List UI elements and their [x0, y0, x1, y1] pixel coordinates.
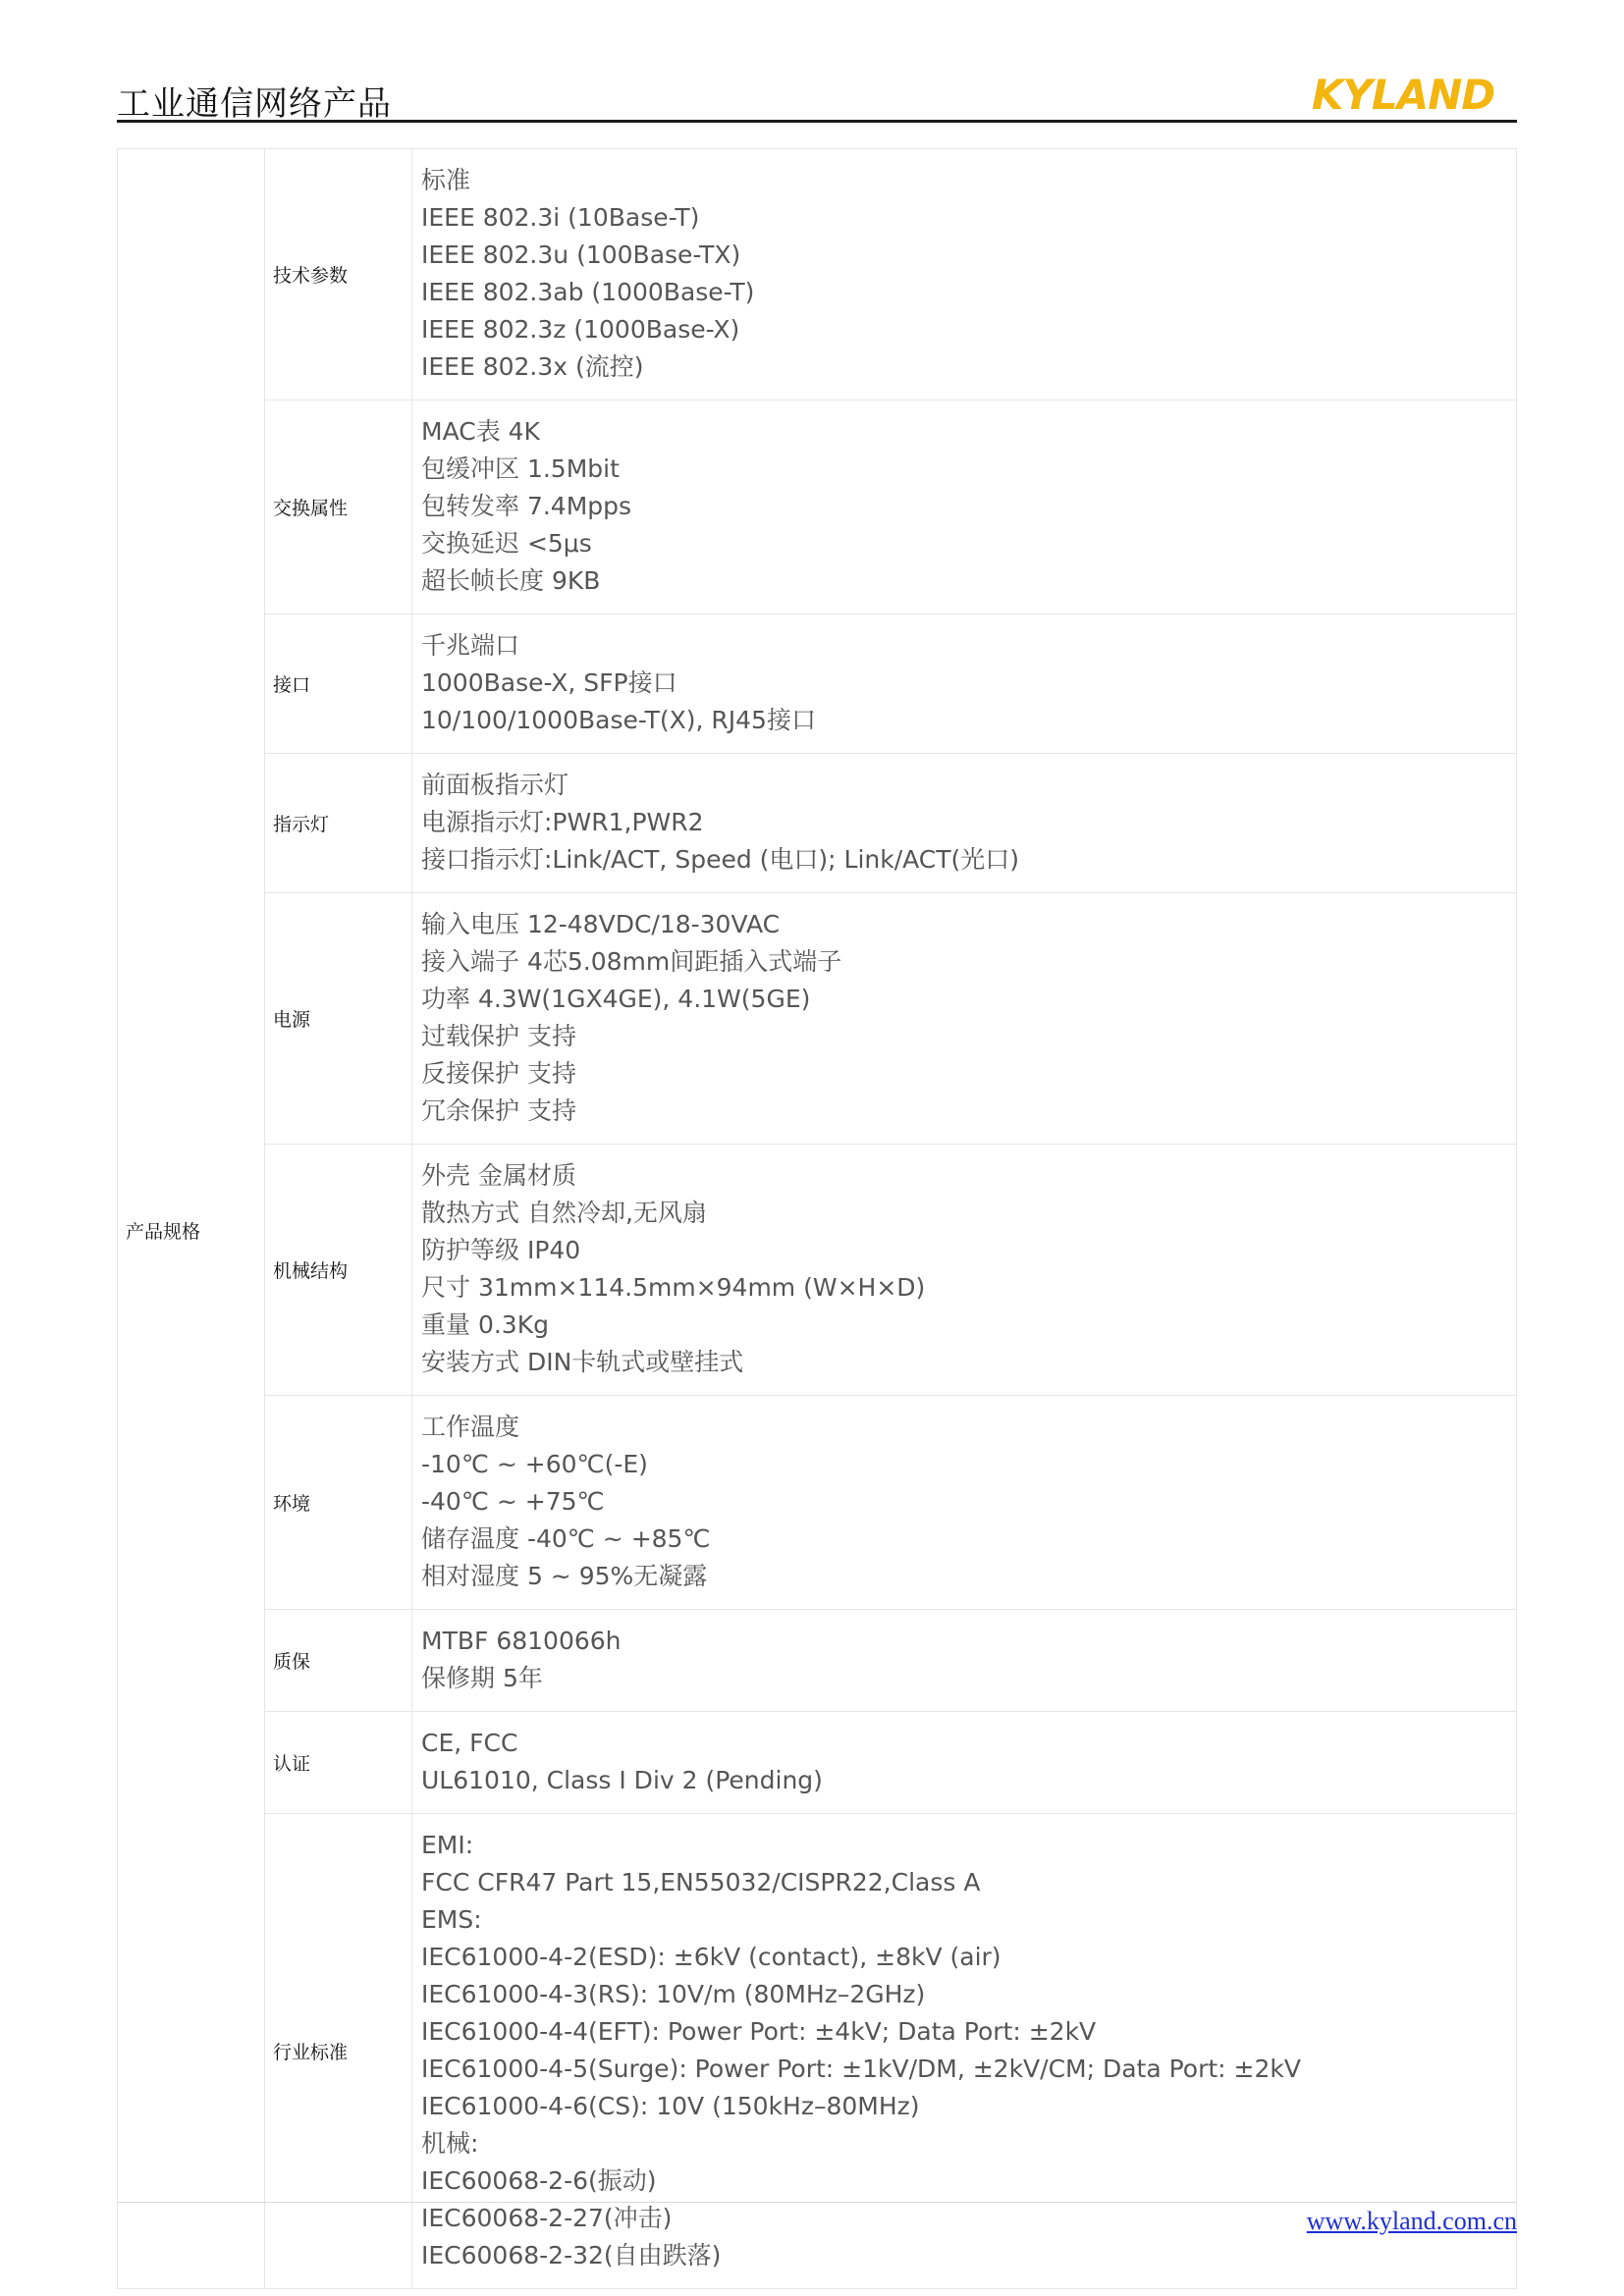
category-cell: 产品规格 [118, 149, 265, 2289]
row-label: 指示灯 [265, 754, 412, 893]
row-label: 认证 [265, 1712, 412, 1814]
value-line: IEEE 802.3i (10Base-T) [421, 203, 700, 232]
row-label: 接口 [265, 614, 412, 754]
value-line: IEEE 802.3z (1000Base-X) [421, 315, 740, 344]
row-label: 机械结构 [265, 1145, 412, 1396]
value-line: FCC CFR47 Part 15,EN55032/CISPR22,Class A [421, 1868, 981, 1896]
page-header [117, 69, 1517, 123]
value-line: 相对湿度 5 ~ 95%无凝露 [421, 1562, 708, 1590]
value-line: 冗余保护 支持 [421, 1096, 576, 1125]
spec-row [118, 1145, 1517, 1396]
value-line: 重量 0.3Kg [421, 1310, 549, 1339]
footer-divider [117, 2202, 1517, 2203]
value-line: 前面板指示灯 [421, 771, 569, 799]
value-line: 工作温度 [421, 1413, 520, 1441]
spec-row [118, 1712, 1517, 1814]
value-line: MTBF 6810066h [421, 1627, 622, 1655]
value-line: IEEE 802.3u (100Base-TX) [421, 240, 741, 269]
value-line: -40℃ ~ +75℃ [421, 1487, 605, 1516]
value-line: 外壳 金属材质 [421, 1161, 576, 1190]
website-link[interactable]: www.kyland.com.cn [1306, 2207, 1517, 2235]
value-line: 防护等级 IP40 [421, 1236, 581, 1264]
value-line: 超长帧长度 9KB [421, 566, 601, 595]
value-line: 尺寸 31mm×114.5mm×94mm (W×H×D) [421, 1273, 926, 1302]
value-line: 1000Base-X, SFP接口 [421, 668, 677, 697]
spec-row [118, 1610, 1517, 1712]
value-line: 电源指示灯:PWR1,PWR2 [421, 808, 704, 836]
value-line: IEC61000-4-4(EFT): Power Port: ±4kV; Data Port: ±2kV [421, 2017, 1097, 2046]
value-line: IEC61000-4-3(RS): 10V/m (80MHz–2GHz) [421, 1980, 926, 2008]
value-line: 储存温度 -40℃ ~ +85℃ [421, 1524, 711, 1553]
row-label: 技术参数 [265, 149, 412, 400]
spec-row [118, 754, 1517, 893]
value-line: 交换延迟 <5μs [421, 529, 592, 558]
value-line: EMS: [421, 1905, 482, 1934]
row-values [412, 1396, 1517, 1610]
row-values [412, 1712, 1517, 1814]
value-line: 包缓冲区 1.5Mbit [421, 454, 620, 483]
value-line: MAC表 4K [421, 417, 540, 446]
value-line: 接入端子 4芯5.08mm间距插入式端子 [421, 947, 842, 976]
value-line: 包转发率 7.4Mpps [421, 492, 632, 520]
value-line: IEC60068-2-27(冲击) [421, 2204, 673, 2232]
spec-row [118, 614, 1517, 754]
row-values [412, 1610, 1517, 1712]
row-label: 质保 [265, 1610, 412, 1712]
row-values [412, 1145, 1517, 1396]
row-values [412, 149, 1517, 400]
value-line: -10℃ ~ +60℃(-E) [421, 1450, 648, 1478]
value-line: 反接保护 支持 [421, 1059, 576, 1088]
row-values [412, 614, 1517, 754]
row-values [412, 893, 1517, 1145]
value-line: 标准 [421, 166, 471, 194]
row-label: 环境 [265, 1396, 412, 1610]
row-values [412, 400, 1517, 614]
kyland-logo [1289, 73, 1517, 116]
logo-text: KYLAND [1311, 73, 1495, 116]
row-label: 交换属性 [265, 400, 412, 614]
spec-row [118, 400, 1517, 614]
value-line: IEC60068-2-32(自由跌落) [421, 2241, 722, 2269]
value-line: IEC61000-4-2(ESD): ±6kV (contact), ±8kV (air) [421, 1943, 1001, 1971]
value-line: IEC61000-4-5(Surge): Power Port: ±1kV/DM, ±2kV/CM; Data Port: ±2kV [421, 2055, 1301, 2083]
value-line: EMI: [421, 1831, 474, 1859]
value-line: IEEE 802.3ab (1000Base-T) [421, 278, 755, 306]
row-label: 电源 [265, 893, 412, 1145]
spec-table [117, 148, 1517, 2289]
spec-row [118, 1396, 1517, 1610]
row-label: 行业标准 [265, 1814, 412, 2289]
value-line: 安装方式 DIN卡轨式或壁挂式 [421, 1348, 744, 1376]
value-line: 机械: [421, 2129, 479, 2158]
value-line: 保修期 5年 [421, 1664, 543, 1692]
row-values [412, 754, 1517, 893]
spec-row [118, 893, 1517, 1145]
value-line: UL61010, Class I Div 2 (Pending) [421, 1766, 823, 1794]
header-title: 工业通信网络产品 [117, 84, 392, 124]
value-line: IEEE 802.3x (流控) [421, 352, 644, 381]
spec-row [118, 149, 1517, 400]
value-line: 输入电压 12-48VDC/18-30VAC [421, 910, 781, 938]
value-line: IEC60068-2-6(振动) [421, 2166, 657, 2195]
value-line: 散热方式 自然冷却,无风扇 [421, 1199, 707, 1227]
value-line: 过载保护 支持 [421, 1022, 576, 1050]
value-line: 接口指示灯:Link/ACT, Speed (电口); Link/ACT(光口) [421, 845, 1020, 874]
value-line: 10/100/1000Base-T(X), RJ45接口 [421, 706, 816, 734]
value-line: 功率 4.3W(1GX4GE), 4.1W(5GE) [421, 985, 811, 1013]
value-line: IEC61000-4-6(CS): 10V (150kHz–80MHz) [421, 2092, 920, 2120]
value-line: CE, FCC [421, 1729, 518, 1757]
value-line: 千兆端口 [421, 631, 520, 660]
